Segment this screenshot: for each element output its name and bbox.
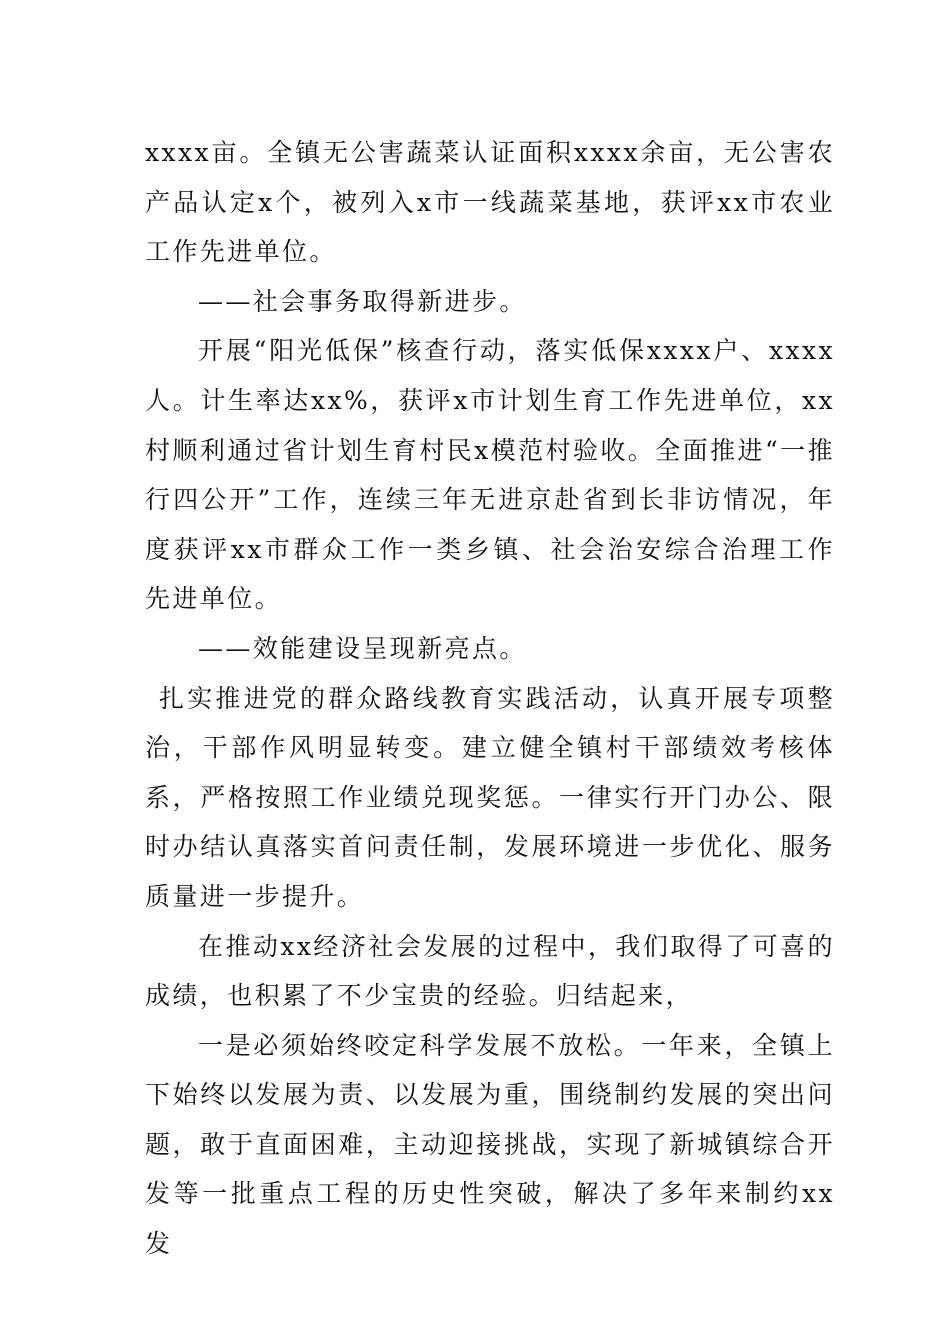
paragraph-agriculture-continuation: xxxx亩。全镇无公害蔬菜认证面积xxxx余亩，无公害农产品认定x个，被列入x市一线蔬菜基地，获评xx市农业工作先进单位。 (145, 138, 835, 267)
paragraph-point-one: 一是必须始终咬定科学发展不放松。一年来，全镇上下始终以发展为责、以发展为重，围绕制约发展的突出问题，敢于直面困难，主动迎接挑战，实现了新城镇综合开发等一批重点工程的历史性突破，解决了多年来制约xx发 (145, 1030, 835, 1259)
section-heading-efficiency: ——效能建设呈现新亮点。 (198, 633, 527, 663)
paragraph-efficiency: 扎实推进党的群众路线教育实践活动，认真开展专项整治，干部作风明显转变。建立健全镇村干部绩效考核体系，严格按照工作业绩兑现奖惩。一律实行开门办公、限时办结认真落实首问责任制，发展环境进一步优化、服务质量进一步提升。 (145, 683, 835, 911)
section-heading-social-affairs: ——社会事务取得新进步。 (198, 286, 527, 316)
document-body (145, 128, 835, 1269)
paragraph-social-affairs: 开展“阳光低保”核查行动，落实低保xxxx户、xxxx人。计生率达xx%，获评x市计划生育工作先进单位，xx村顺利通过省计划生育村民x模范村验收。全面推进“一推行四公开”工作，连续三年无进京赴省到长非访情况，年度获评xx市群众工作一类乡镇、社会治安综合治理工作先进单位。 (145, 336, 835, 614)
paragraph-experience-summary: 在推动xx经济社会发展的过程中，我们取得了可喜的成绩，也积累了不少宝贵的经验。归结起来， (145, 931, 835, 1011)
